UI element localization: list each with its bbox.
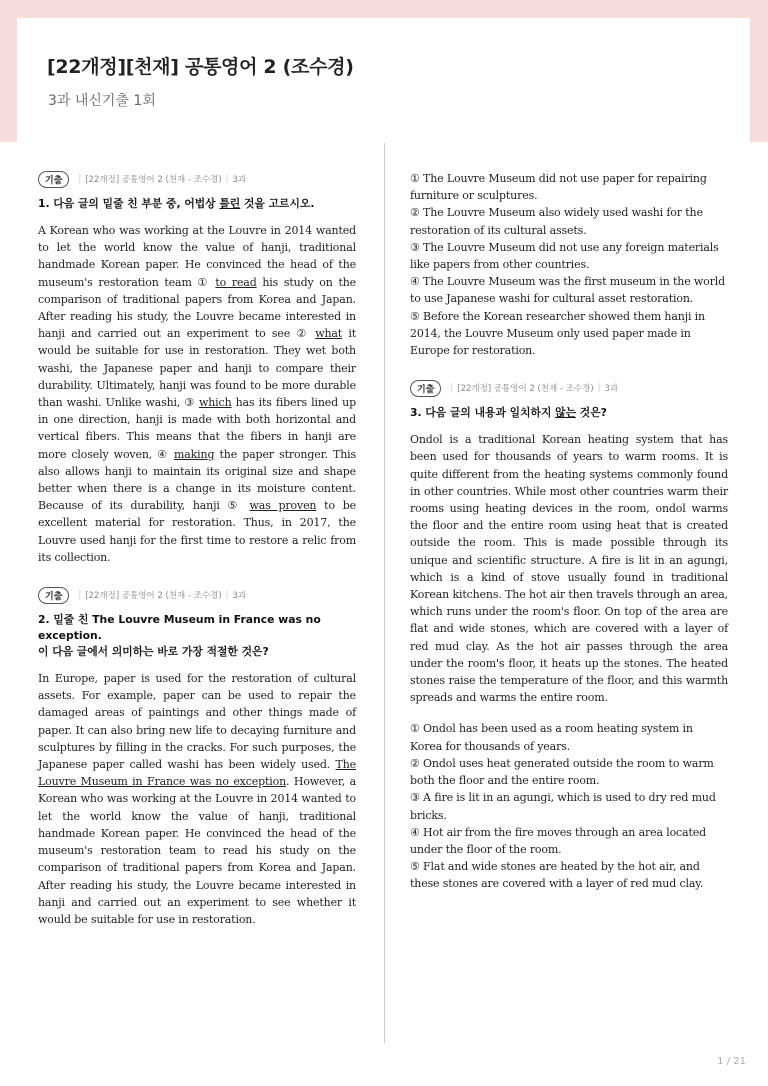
question-meta [38, 170, 356, 188]
question-passage: Ondol is a traditional Korean heating system that has been used for thousands of years to warm rooms. It is quite different from the heating systems commonly found in other countries. While most other countries warm their rooms using heating devices in the room, ondol warms the floor and the entire room using heat that is created outside the room. This is made possible through its unique and scientific structure. A fire is lit in an agungi, which is a kind of stove usually found in traditional Korean kitchens. The hot air then travels through an area, which runs under the room's floor. On top of the area are flat and wide stones, which are covered with a layer of red mud clay. As the hot air passes through the area under the room's floor, it heats up the stones. The heated stones raise the temperature of the floor, and this warmth spreads and warms the entire room. [410, 433, 728, 705]
question-passage: In Europe, paper is used for the restoration of cultural assets. For example, paper can be used to repair the damaged areas of paintings and other things made of paper. It can also bring new life to decaying furniture and sculptures by filling in the cracks. For such purposes, the Japanese paper called washi has been widely used. The Louvre Museum in France was no exception. However, a Korean who was working at the Louvre in 2014 wanted to let the world know the value of hanji, traditional handmade Korean paper. He convinced the head of the museum's restoration team to read his study on the comparison of traditional papers from Korea and Japan. After reading his study, the Louvre became interested in hanji and carried out an experiment to see whether it would be suitable for use in restoration. [38, 672, 356, 926]
question-3 [410, 379, 728, 892]
exam-badge: 기출 [38, 587, 69, 604]
question-1 [38, 170, 356, 566]
meta-separator: | [597, 383, 601, 394]
column-divider [384, 143, 385, 1043]
meta-source: [22개정] 공통영어 2 (천재 - 조수경) [85, 591, 222, 602]
exam-badge: 기출 [410, 380, 441, 397]
meta-separator: | [225, 590, 229, 601]
answer-option[interactable]: ① The Louvre Museum did not use paper for repairing furniture or sculptures. [410, 172, 707, 203]
underlined-choice: what [315, 327, 343, 341]
question-prompt: 3. 다음 글의 내용과 일치하지 않는 것은? [410, 406, 607, 420]
left-column [38, 170, 356, 948]
question-prompt: 2. 밑줄 친 The Louvre Museum in France was no exception. 이 다음 글에서 의미하는 바로 가장 적절한 것은? [38, 613, 321, 659]
question-2 [38, 586, 356, 928]
header-card [17, 18, 750, 142]
answer-option[interactable]: ④ The Louvre Museum was the first museum in the world to use Japanese washi for cultural asset restoration. [410, 275, 726, 306]
underlined-choice: making [173, 447, 215, 461]
answer-option[interactable]: ⑤ Flat and wide stones are heated by the hot air, and these stones are covered with a layer of red mud clay. [410, 860, 704, 891]
meta-source: [22개정] 공통영어 2 (천재 - 조수경) [85, 175, 222, 185]
meta-lesson: 3과 [232, 591, 247, 602]
answer-option[interactable]: ② Ondol uses heat generated outside the room to warm both the floor and the entire room. [410, 756, 714, 788]
answer-option[interactable]: ⑤ Before the Korean researcher showed them hanji in 2014, the Louvre Museum only used paper made in Europe for restoration. [410, 309, 705, 358]
question-3-options [410, 720, 728, 892]
underlined-choice: which [198, 396, 232, 410]
question-prompt: 1. 다음 글의 밑줄 친 부분 중, 어법상 틀린 것을 고르시오. [38, 197, 315, 210]
meta-separator: | [78, 174, 82, 184]
meta-lesson: 3과 [604, 384, 619, 395]
document-subtitle: 3과 내신기출 1회 [48, 93, 156, 109]
answer-option[interactable]: ④ Hot air from the fire moves through an area located under the floor of the room. [410, 825, 706, 856]
answer-option[interactable]: ② The Louvre Museum also widely used washi for the restoration of its cultural assets. [410, 206, 703, 237]
question-2-options [410, 170, 728, 359]
meta-lesson: 3과 [232, 175, 247, 185]
answer-option[interactable]: ③ The Louvre Museum did not use any foreign materials like papers from other countries. [410, 240, 719, 272]
question-meta [410, 379, 728, 397]
document-title: [22개정][천재] 공통영어 2 (조수경) [47, 56, 354, 78]
exam-badge: 기출 [38, 171, 69, 188]
underlined-choice: to read [215, 275, 257, 289]
answer-option[interactable]: ① Ondol has been used as a room heating system in Korea for thousands of years. [410, 722, 693, 753]
meta-source: [22개정] 공통영어 2 (천재 - 조수경) [457, 384, 594, 395]
meta-separator: | [225, 174, 229, 184]
question-passage: A Korean who was working at the Louvre in 2014 wanted to let the world know the value of hanji, traditional handmade Korean paper. He convinced the head of the museum's restoration team ① to read his study on the comparison of traditional papers from Korea and Japan. After reading his study, the Louvre became interested in hanji and carried out an experiment to see ② what it would be suitable for use in restoration. They wet both washi, the Japanese paper and hanji to compare their durability. Ultimately, hanji was found to be more durable than washi. Unlike washi, ③ which has its fibers lined up in one direction, hanji is made with both horizontal and vertical fibers. This means that the fibers in hanji are more closely woven, ④ making the paper stronger. This also allows hanji to maintain its original size and shape better when there is a change in its moisture content. Because of its durability, hanji ⑤ was proven to be excellent material for restoration. Thus, in 2017, the Louvre used hanji for the first time to restore a relic from its collection. [38, 224, 357, 564]
answer-option[interactable]: ③ A fire is lit in an agungi, which is used to dry red mud bricks. [410, 791, 716, 822]
underlined-phrase: The Louvre Museum in France was no exception [38, 758, 356, 789]
question-meta [38, 586, 356, 604]
page-number: 1 / 21 [717, 1056, 746, 1067]
right-column [410, 170, 728, 913]
meta-separator: | [450, 383, 454, 394]
meta-separator: | [78, 590, 82, 601]
underlined-choice: was proven [249, 499, 317, 513]
